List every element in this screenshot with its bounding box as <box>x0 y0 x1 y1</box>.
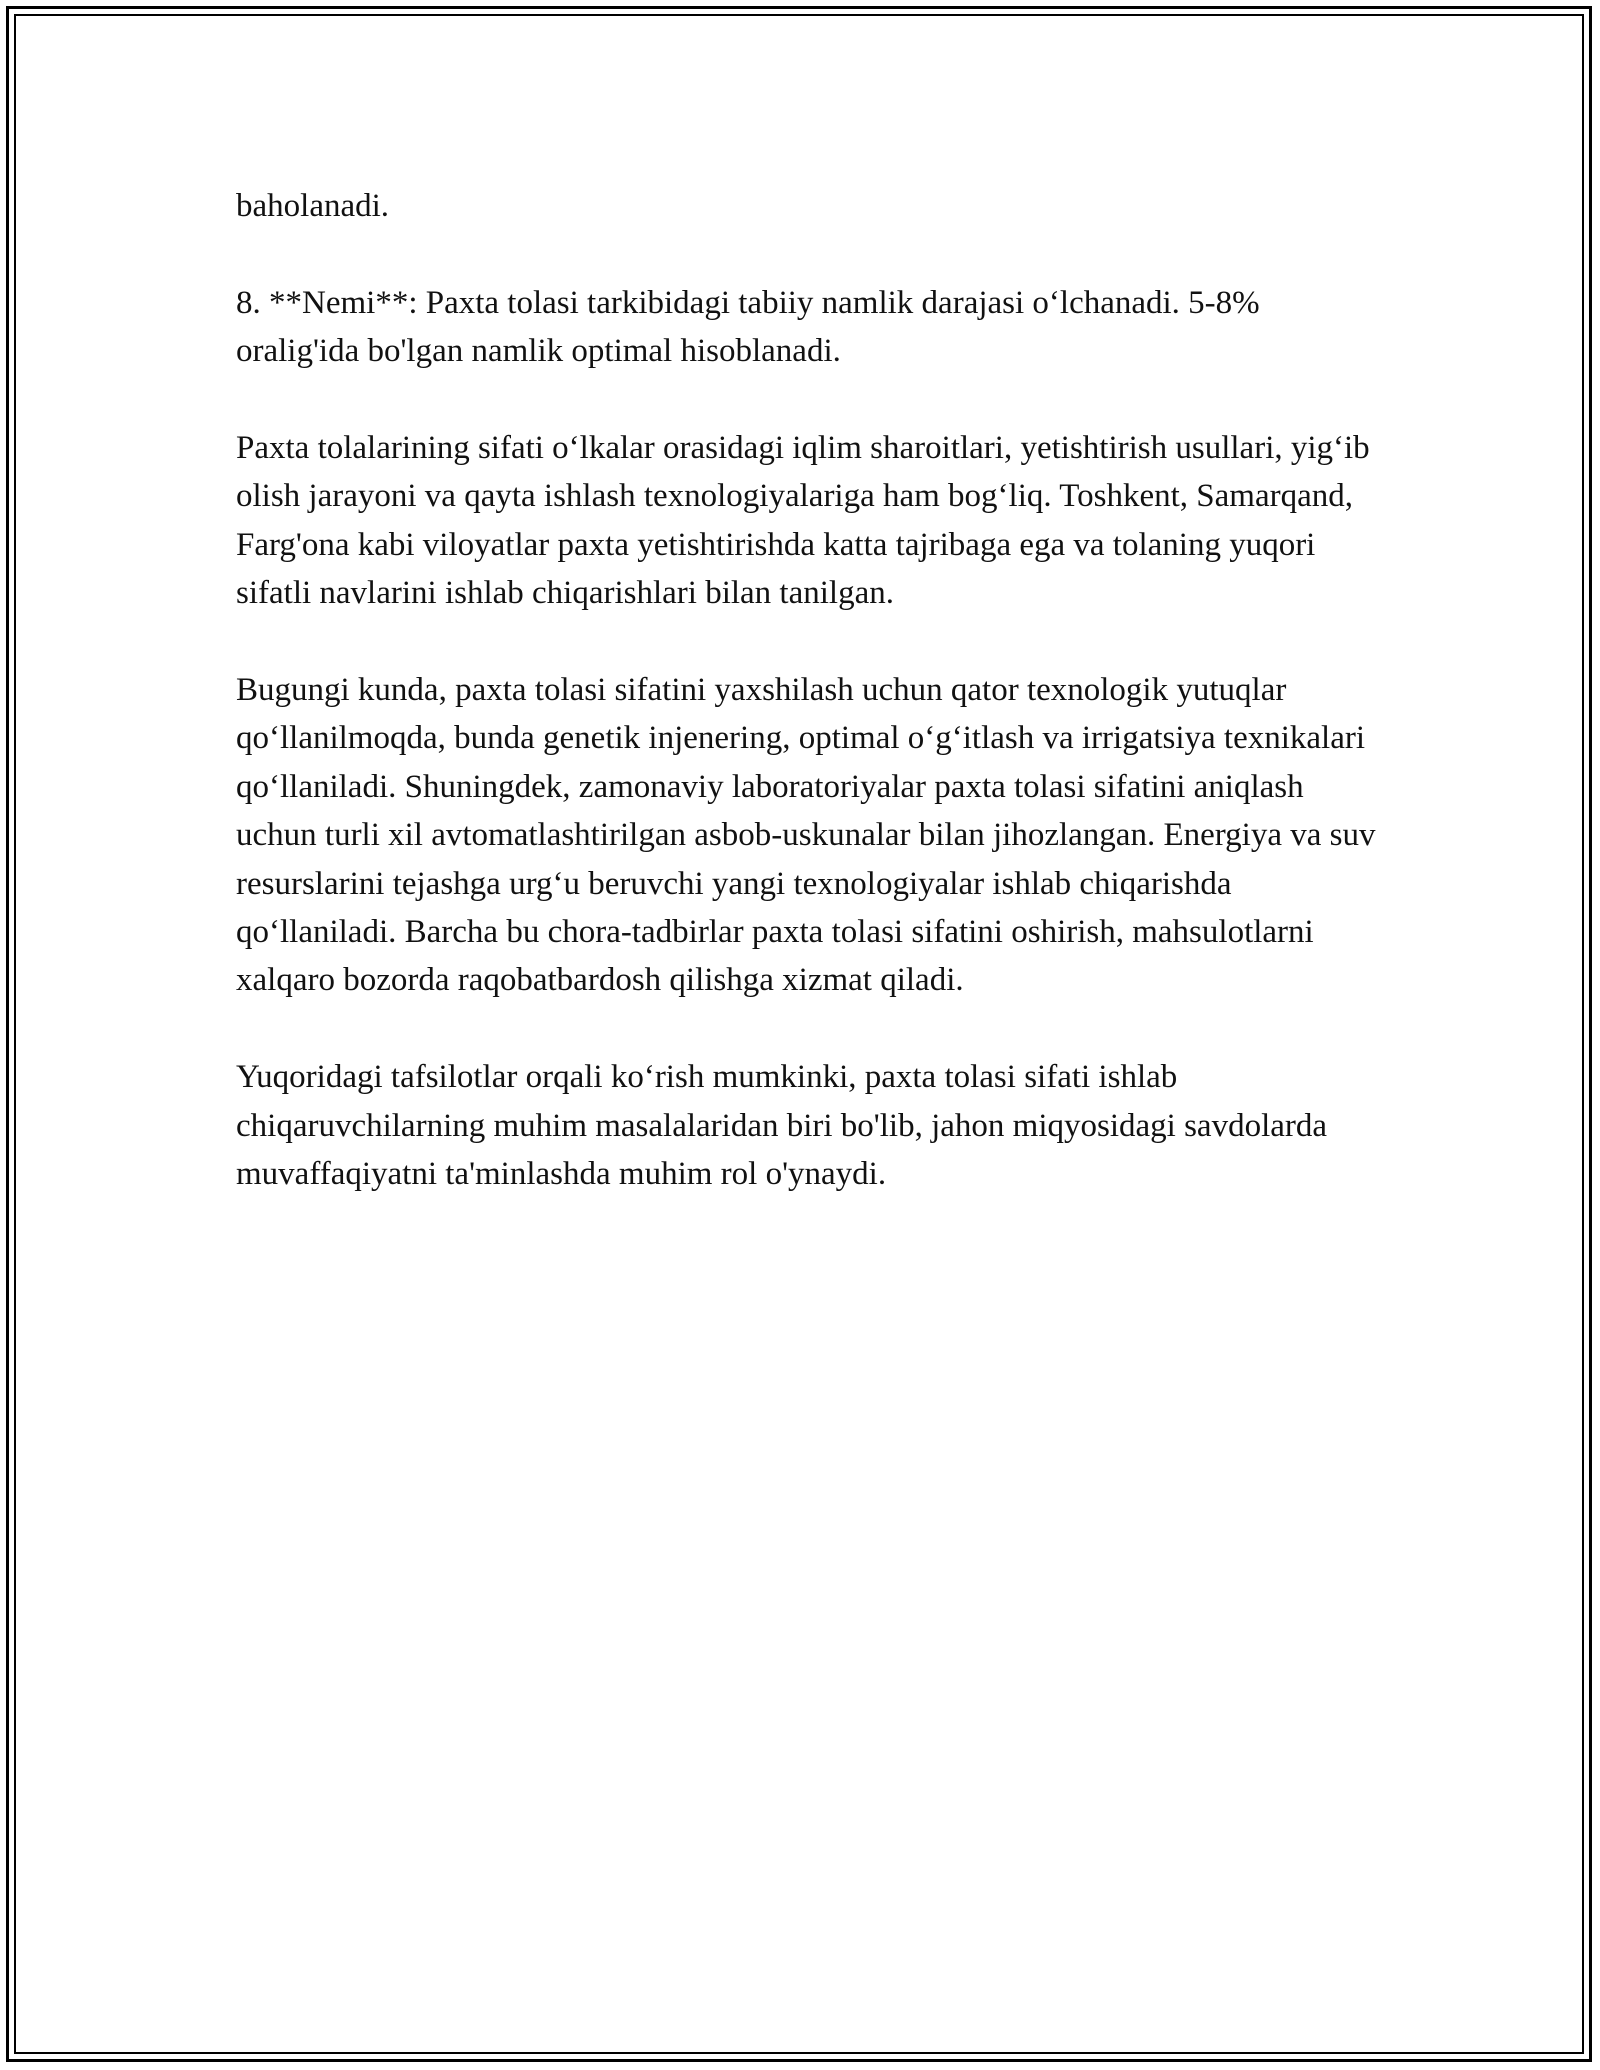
paragraph-conclusion: Yuqoridagi tafsilotlar orqali koʻrish mumkinki, paxta tolasi sifati ishlab chiqaruvchilarning muhim masalalaridan biri bo'lib, jahon miqyosidagi savdolarda muvaffaqiyatni ta'minlashda muhim rol o'ynaydi. <box>236 1059 1328 1193</box>
paragraph-technology: Bugungi kunda, paxta tolasi sifatini yaxshilash uchun qator texnologik yutuqlar qoʻllanilmoqda, bunda genetik injenering, optimal oʻgʻitlash va irrigatsiya texnikalari qoʻllaniladi. Shuningdek, zamonaviy laboratoriyalar paxta tolasi sifatini aniqlash uchun turli xil avtomatlashtirilgan asbob-uskunalar bilan jihozlangan. Energiya va suv resurslarini tejashga urgʻu beruvchi yangi texnologiyalar ishlab chiqarishda qoʻllaniladi. Barcha bu chora-tadbirlar paxta tolasi sifatini oshirish, mahsulotlarni xalqaro bozorda raqobatbardosh qilishga xizmat qiladi. <box>236 672 1376 999</box>
paragraph-continuation: baholanadi. <box>236 188 390 224</box>
paragraph-regional-quality: Paxta tolalarining sifati oʻlkalar orasidagi iqlim sharoitlari, yetishtirish usullari, yigʻib olish jarayoni va qayta ishlash texnologiyalariga ham bogʻliq. Toshkent, Samarqand, Farg'ona kabi viloyatlar paxta yetishtirishda katta tajribaga ega va tolaning yuqori sifatli navlarini ishlab chiqarishlari bilan tanilgan. <box>236 430 1370 612</box>
paragraph-moisture-item: 8. **Nemi**: Paxta tolasi tarkibidagi tabiiy namlik darajasi oʻlchanadi. 5-8% oralig'ida bo'lgan namlik optimal hisoblanadi. <box>236 284 1260 370</box>
document-body <box>236 182 1386 1247</box>
